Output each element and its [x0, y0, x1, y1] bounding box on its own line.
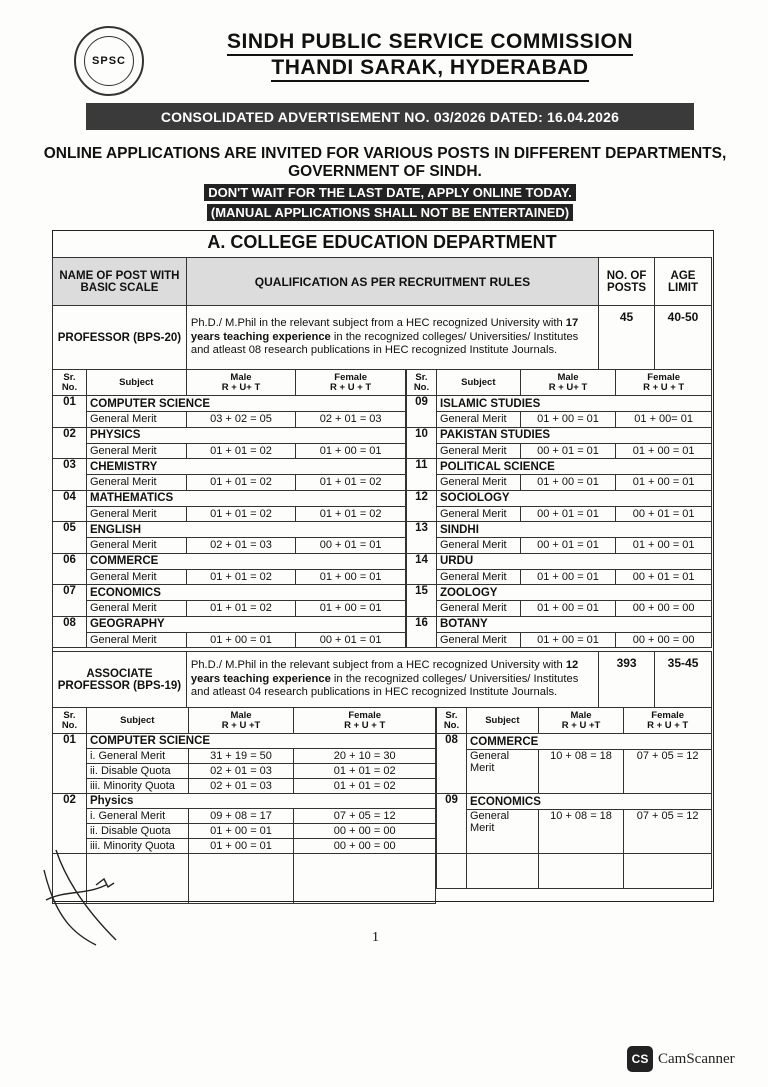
- quota-row: [407, 569, 712, 585]
- subject-name: COMPUTER SCIENCE: [86, 396, 405, 412]
- female-rut: R + U + T: [643, 381, 685, 393]
- quota-row: [53, 506, 406, 522]
- camscanner-watermark: [627, 1046, 735, 1072]
- male-value: 01 + 01 = 02: [186, 601, 296, 617]
- male-label: Male: [230, 371, 252, 383]
- camscanner-text: CamScanner: [658, 1050, 735, 1067]
- quota-label: General Merit: [436, 475, 520, 491]
- qualification-header: QUALIFICATION AS PER RECRUITMENT RULES: [186, 258, 598, 306]
- female-value: 07 + 05 = 12: [624, 750, 712, 794]
- male-label: Male: [230, 709, 252, 721]
- subject-name: PHYSICS: [86, 427, 405, 443]
- male-header: [520, 370, 616, 396]
- quota-row: [53, 764, 436, 779]
- male-value: 01 + 00 = 01: [520, 412, 616, 428]
- male-header: [188, 708, 294, 734]
- professor-row: [53, 306, 712, 370]
- male-value: 00 + 01 = 01: [520, 538, 616, 554]
- quota-row: [407, 443, 712, 459]
- female-rut: R + U + T: [647, 719, 689, 731]
- subject-sr: 02: [53, 794, 87, 854]
- female-value: 01 + 00 = 01: [296, 601, 406, 617]
- subheader-row: [437, 708, 712, 734]
- subject-sr: 12: [407, 490, 437, 522]
- subject-header: Subject: [86, 708, 188, 734]
- female-rut: R + U + T: [344, 719, 386, 731]
- subject-row: [53, 734, 436, 749]
- page-number: 1: [372, 930, 379, 945]
- female-value: 01 + 00 = 01: [616, 475, 712, 491]
- subject-sr: 11: [407, 459, 437, 491]
- quota-row: [407, 601, 712, 617]
- female-value: 01 + 00 = 01: [296, 443, 406, 459]
- subject-sr: 07: [53, 585, 87, 617]
- female-label: Female: [334, 371, 368, 383]
- subject-row: [437, 734, 712, 750]
- male-value: 01 + 00 = 01: [520, 475, 616, 491]
- subject-row: [437, 794, 712, 810]
- subject-name: SINDHI: [436, 522, 711, 538]
- female-value: 01 + 01 = 02: [296, 506, 406, 522]
- female-value: 01 + 00 = 01: [616, 538, 712, 554]
- commission-title: SINDH PUBLIC SERVICE COMMISSION: [150, 30, 710, 54]
- apply-notice: DON'T WAIT FOR THE LAST DATE, APPLY ONLINE TODAY.: [180, 185, 600, 200]
- associate-right-table: [436, 707, 712, 889]
- age-header: AGE LIMIT: [655, 258, 712, 306]
- quota-row: [407, 506, 712, 522]
- male-rut: R + U+ T: [221, 381, 261, 393]
- male-value: 01 + 00 = 01: [520, 569, 616, 585]
- subject-name: ECONOMICS: [86, 585, 405, 601]
- subject-name: ZOOLOGY: [436, 585, 711, 601]
- female-value: 00 + 01 = 01: [616, 506, 712, 522]
- empty-cell: [466, 854, 538, 889]
- quota-label: General Merit: [436, 538, 520, 554]
- post-header: NAME OF POST WITH BASIC SCALE: [53, 258, 187, 306]
- subject-row: [407, 522, 712, 538]
- intro-text: ONLINE APPLICATIONS ARE INVITED FOR VARIOUS POSTS IN DIFFERENT DEPARTMENTS, GOVERNMENT OF SINDH.: [43, 145, 727, 180]
- male-header: [186, 370, 296, 396]
- quota-row: [53, 601, 406, 617]
- male-value: 10 + 08 = 18: [538, 750, 624, 794]
- subject-row: [53, 459, 406, 475]
- subheader-row: [53, 370, 406, 396]
- quota-row: [53, 569, 406, 585]
- subject-sr: 08: [53, 616, 87, 648]
- subject-sr: 02: [53, 427, 87, 459]
- subject-row: [407, 490, 712, 506]
- quota-row: [407, 475, 712, 491]
- professor-age: 40-50: [655, 306, 712, 370]
- associate-row: [53, 652, 712, 708]
- quota-label: General Merit: [86, 632, 186, 648]
- subject-name: CHEMISTRY: [86, 459, 405, 475]
- subject-name: COMPUTER SCIENCE: [86, 734, 435, 749]
- quota-label: General Merit: [86, 475, 186, 491]
- subject-name: PAKISTAN STUDIES: [436, 427, 711, 443]
- subject-row: [53, 427, 406, 443]
- quota-label: iii. Minority Quota: [86, 839, 188, 854]
- subject-sr: 15: [407, 585, 437, 617]
- male-value: 03 + 02 = 05: [186, 412, 296, 428]
- male-rut: R + U+ T: [548, 381, 588, 393]
- quota-label: General Merit: [86, 538, 186, 554]
- sr-header: Sr. No.: [437, 708, 467, 734]
- male-value: 01 + 01 = 02: [186, 443, 296, 459]
- male-value: 01 + 01 = 02: [186, 506, 296, 522]
- professor-posts: 45: [599, 306, 655, 370]
- logo-text: SPSC: [84, 36, 134, 86]
- male-value: 01 + 00 = 01: [520, 601, 616, 617]
- subject-header: Subject: [86, 370, 186, 396]
- quota-label: General Merit: [86, 506, 186, 522]
- subject-row: [53, 553, 406, 569]
- signature: [36, 840, 136, 950]
- female-rut: R + U + T: [330, 381, 372, 393]
- quota-row: [53, 749, 436, 764]
- subject-sr: 06: [53, 553, 87, 585]
- subject-sr: 14: [407, 553, 437, 585]
- subject-name: SOCIOLOGY: [436, 490, 711, 506]
- female-value: 00 + 00 = 00: [294, 824, 436, 839]
- quota-label: General Merit: [86, 601, 186, 617]
- female-header: [616, 370, 712, 396]
- quota-label: ii. Disable Quota: [86, 824, 188, 839]
- empty-cell: [624, 854, 712, 889]
- quota-row: [53, 538, 406, 554]
- subject-sr: 08: [437, 734, 467, 794]
- male-value: 01 + 00 = 01: [520, 632, 616, 648]
- female-value: 00 + 01 = 01: [296, 538, 406, 554]
- professor-qualification: Ph.D./ M.Phil in the relevant subject from a HEC recognized University with 17 years teaching experience in the recognized colleges/ Universities/ Institutes and atleast 08 research publications in HEC recognized Institute Journals.: [186, 306, 598, 370]
- female-header: [294, 708, 436, 734]
- commission-address: THANDI SARAK, HYDERABAD: [150, 56, 710, 80]
- female-value: 01 + 01 = 02: [294, 779, 436, 794]
- quota-row: [53, 824, 436, 839]
- quota-label: General Merit: [436, 412, 520, 428]
- posts-header-table: [52, 257, 712, 370]
- male-label: Male: [570, 709, 592, 721]
- quota-label: General Merit: [436, 569, 520, 585]
- quota-label: General Merit: [436, 601, 520, 617]
- female-value: 07 + 05 = 12: [624, 810, 712, 854]
- male-value: 01 + 00 = 01: [188, 839, 294, 854]
- female-value: 20 + 10 = 30: [294, 749, 436, 764]
- quota-row: [53, 412, 406, 428]
- subject-row: [407, 553, 712, 569]
- associate-post: ASSOCIATE PROFESSOR (BPS-19): [53, 652, 187, 708]
- male-value: 00 + 01 = 01: [520, 506, 616, 522]
- female-value: 07 + 05 = 12: [294, 809, 436, 824]
- advertisement-banner: CONSOLIDATED ADVERTISEMENT NO. 03/2026 DATED: 16.04.2026: [86, 103, 694, 130]
- subject-name: BOTANY: [436, 616, 711, 632]
- empty-cell: [294, 854, 436, 904]
- quota-row: [53, 443, 406, 459]
- subject-row: [407, 396, 712, 412]
- subject-name: ENGLISH: [86, 522, 405, 538]
- quota-label: i. General Merit: [86, 749, 188, 764]
- subject-row: [53, 522, 406, 538]
- subject-sr: 03: [53, 459, 87, 491]
- male-value: 01 + 01 = 02: [186, 475, 296, 491]
- quota-row: [437, 810, 712, 854]
- female-value: 00 + 01 = 01: [296, 632, 406, 648]
- quota-label: General Merit: [466, 750, 538, 794]
- empty-cell: [437, 854, 467, 889]
- male-value: 02 + 01 = 03: [186, 538, 296, 554]
- female-value: 01 + 01 = 02: [294, 764, 436, 779]
- male-value: 10 + 08 = 18: [538, 810, 624, 854]
- subject-row: [407, 585, 712, 601]
- subject-name: URDU: [436, 553, 711, 569]
- male-value: 01 + 00 = 01: [186, 632, 296, 648]
- quota-row: [53, 809, 436, 824]
- subject-row: [407, 616, 712, 632]
- female-value: 01 + 00 = 01: [616, 443, 712, 459]
- subject-row: [53, 585, 406, 601]
- subject-name: COMMERCE: [466, 734, 711, 750]
- sr-header: Sr. No.: [53, 708, 87, 734]
- male-value: 01 + 00 = 01: [188, 824, 294, 839]
- subject-row: [53, 490, 406, 506]
- male-value: 31 + 19 = 50: [188, 749, 294, 764]
- quota-row: [53, 632, 406, 648]
- subject-sr: 13: [407, 522, 437, 554]
- subheader-row: [53, 708, 436, 734]
- male-value: 02 + 01 = 03: [188, 764, 294, 779]
- female-value: 01 + 01 = 02: [296, 475, 406, 491]
- female-value: 00 + 00 = 00: [616, 601, 712, 617]
- subject-name: Physics: [86, 794, 435, 809]
- associate-posts: 393: [599, 652, 655, 708]
- male-rut: R + U +T: [561, 719, 601, 731]
- subject-sr: 16: [407, 616, 437, 648]
- subject-sr: 05: [53, 522, 87, 554]
- empty-row: [437, 854, 712, 889]
- quota-label: General Merit: [86, 569, 186, 585]
- associate-age: 35-45: [655, 652, 712, 708]
- male-header: [538, 708, 624, 734]
- female-value: 00 + 00 = 00: [294, 839, 436, 854]
- professor-post: PROFESSOR (BPS-20): [53, 306, 187, 370]
- quota-label: General Merit: [466, 810, 538, 854]
- quota-label: General Merit: [86, 412, 186, 428]
- subject-sr: 09: [437, 794, 467, 854]
- female-value: 00 + 01 = 01: [616, 569, 712, 585]
- quota-row: [407, 632, 712, 648]
- quota-label: General Merit: [436, 443, 520, 459]
- female-value: 01 + 00= 01: [616, 412, 712, 428]
- male-label: Male: [557, 371, 579, 383]
- quota-row: [53, 475, 406, 491]
- subject-header: Subject: [466, 708, 538, 734]
- quota-label: ii. Disable Quota: [86, 764, 188, 779]
- quota-row: [407, 538, 712, 554]
- female-label: Female: [348, 709, 382, 721]
- subject-name: ECONOMICS: [466, 794, 711, 810]
- quota-label: i. General Merit: [86, 809, 188, 824]
- quota-row: [407, 412, 712, 428]
- female-label: Female: [651, 709, 685, 721]
- section-title: A. COLLEGE EDUCATION DEPARTMENT: [207, 232, 557, 252]
- subject-row: [53, 794, 436, 809]
- female-value: 01 + 00 = 01: [296, 569, 406, 585]
- female-value: 00 + 00 = 00: [616, 632, 712, 648]
- associate-qualification: Ph.D./ M.Phil in the relevant subject from a HEC recognized University with 12 years teaching experience in the recognized colleges/ Universities/ Institutes and atleast 04 research publications in HEC recognized Institute Journals.: [186, 652, 598, 708]
- associate-header-table: [52, 651, 712, 708]
- subject-row: [407, 427, 712, 443]
- subject-name: COMMERCE: [86, 553, 405, 569]
- sr-header: Sr. No.: [53, 370, 87, 396]
- subject-row: [407, 459, 712, 475]
- quota-row: [53, 779, 436, 794]
- subject-name: POLITICAL SCIENCE: [436, 459, 711, 475]
- subject-name: GEOGRAPHY: [86, 616, 405, 632]
- empty-cell: [188, 854, 294, 904]
- spsc-logo: [74, 26, 144, 96]
- subject-name: ISLAMIC STUDIES: [436, 396, 711, 412]
- subject-sr: 01: [53, 396, 87, 428]
- camscanner-icon: CS: [627, 1046, 653, 1072]
- subheader-row: [407, 370, 712, 396]
- subject-sr: 04: [53, 490, 87, 522]
- quota-label: General Merit: [86, 443, 186, 459]
- male-value: 09 + 08 = 17: [188, 809, 294, 824]
- quota-label: General Merit: [436, 632, 520, 648]
- male-value: 00 + 01 = 01: [520, 443, 616, 459]
- female-label: Female: [647, 371, 681, 383]
- male-value: 01 + 01 = 02: [186, 569, 296, 585]
- male-value: 02 + 01 = 03: [188, 779, 294, 794]
- quota-label: General Merit: [436, 506, 520, 522]
- subject-sr: 10: [407, 427, 437, 459]
- female-value: 02 + 01 = 03: [296, 412, 406, 428]
- sr-header: Sr. No.: [407, 370, 437, 396]
- subject-row: [53, 616, 406, 632]
- male-rut: R + U +T: [221, 719, 261, 731]
- subject-sr: 01: [53, 734, 87, 794]
- subject-sr: 09: [407, 396, 437, 428]
- subject-name: MATHEMATICS: [86, 490, 405, 506]
- subject-header: Subject: [436, 370, 520, 396]
- quota-row: [437, 750, 712, 794]
- manual-notice: (MANUAL APPLICATIONS SHALL NOT BE ENTERTAINED): [180, 205, 600, 220]
- professor-right-table: [406, 369, 712, 648]
- female-header: [296, 370, 406, 396]
- female-header: [624, 708, 712, 734]
- empty-cell: [538, 854, 624, 889]
- quota-label: iii. Minority Quota: [86, 779, 188, 794]
- professor-left-table: [52, 369, 406, 648]
- posts-header: NO. OF POSTS: [599, 258, 655, 306]
- subject-row: [53, 396, 406, 412]
